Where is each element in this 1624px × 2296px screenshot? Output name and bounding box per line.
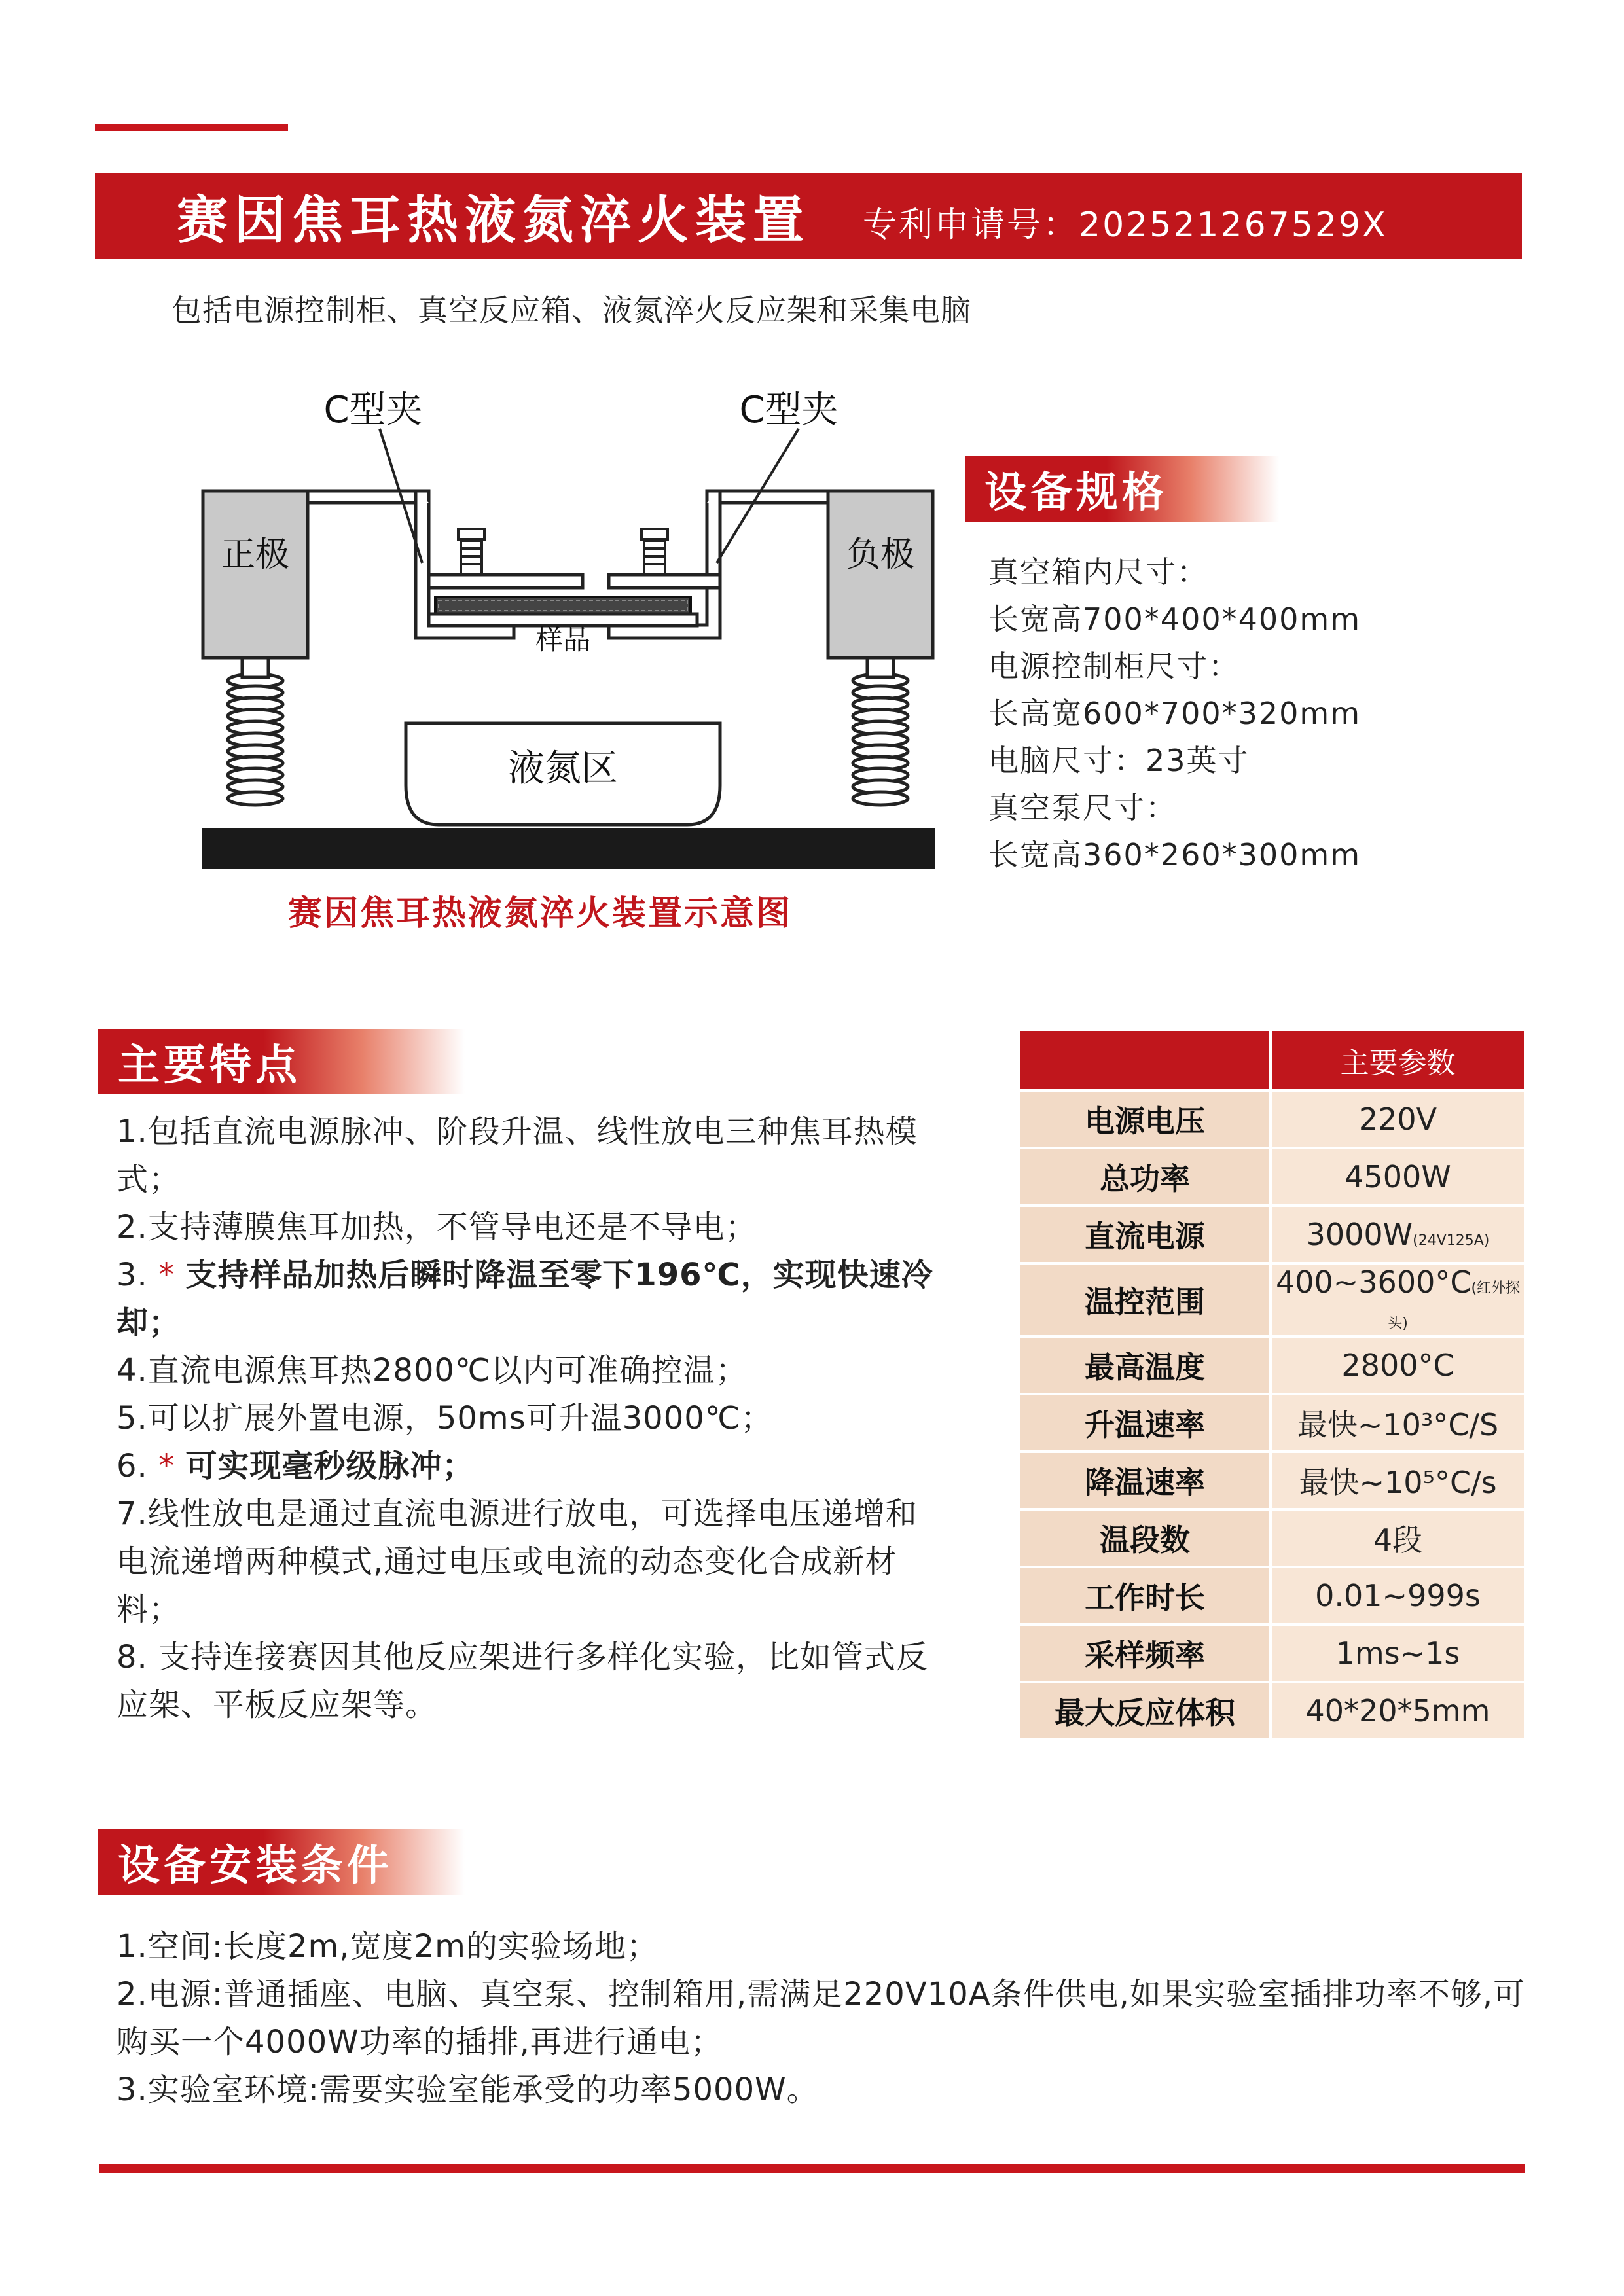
params-header-blank (1019, 1030, 1271, 1090)
subtitle: 包括电源控制柜、真空反应箱、液氮淬火反应架和采集电脑 (171, 293, 971, 328)
param-key: 采样频率 (1019, 1624, 1271, 1682)
param-value: 最快~10³°C/S (1271, 1394, 1525, 1452)
table-row (1019, 1624, 1525, 1682)
spec-line: 长高宽600*700*320mm (988, 696, 1362, 731)
table-row (1019, 1206, 1525, 1263)
spec-line: 长宽高700*400*400mm (988, 601, 1362, 637)
base-plate (202, 828, 935, 869)
feature-text: 2.支持薄膜焦耳加热，不管导电还是不导电； (117, 1209, 757, 1246)
specs-heading-text: 设备规格 (984, 469, 1168, 517)
diagram-caption: 赛因焦耳热液氮淬火装置示意图 (288, 894, 793, 933)
param-value: 220V (1271, 1090, 1525, 1148)
spec-line: 长宽高360*260*300mm (988, 837, 1362, 872)
specs-heading (965, 456, 1279, 522)
param-value: 40*20*5mm (1271, 1682, 1525, 1740)
feature-item-highlight (117, 1443, 948, 1490)
specs-list (988, 548, 1361, 878)
feature-item (117, 1395, 948, 1443)
param-key: 降温速率 (1019, 1452, 1271, 1509)
feature-text: 5.可以扩展外置电源，50ms可升温3000℃； (117, 1400, 773, 1437)
clamp-left-label: C型夹 (323, 389, 423, 431)
params-table (1018, 1029, 1526, 1741)
right-screw-icon (641, 529, 668, 575)
table-row (1019, 1263, 1525, 1336)
sample (435, 597, 691, 614)
page-title: 赛因焦耳热液氮淬火装置 (177, 191, 811, 250)
feature-item (117, 1108, 948, 1204)
table-row (1019, 1452, 1525, 1509)
param-key: 最高温度 (1019, 1336, 1271, 1394)
install-heading (98, 1829, 465, 1895)
spec-line: 电源控制柜尺寸： (988, 649, 1240, 684)
spec-line: 真空箱内尺寸： (988, 554, 1208, 590)
ln2-zone-label: 液氮区 (508, 747, 618, 790)
param-note: (红外探头) (1388, 1280, 1521, 1332)
param-key: 升温速率 (1019, 1394, 1271, 1452)
feature-text: 7.线性放电是通过直流电源进行放电，可选择电压递增和电流递增两种模式,通过电压或电流的动态变化合成新材料； (117, 1496, 918, 1628)
right-bracket (707, 491, 828, 503)
features-heading-text: 主要特点 (118, 1041, 301, 1090)
features-heading (98, 1029, 465, 1094)
param-key: 最大反应体积 (1019, 1682, 1271, 1740)
patent-number: 专利申请号：202521267529X (863, 205, 1388, 245)
feature-text: 可实现毫秒级脉冲； (185, 1448, 475, 1484)
param-value: 4500W (1271, 1148, 1525, 1206)
feature-text: 4.直流电源焦耳热2800℃以内可准确控温； (117, 1352, 748, 1389)
param-value: 3000W(24V125A) (1271, 1206, 1525, 1263)
param-key: 温控范围 (1019, 1263, 1271, 1336)
feature-text: 支持样品加热后瞬时降温至零下196℃，实现快速冷却； (117, 1257, 933, 1341)
params-header-row (1019, 1030, 1525, 1090)
params-header: 主要参数 (1271, 1030, 1525, 1090)
param-key: 温段数 (1019, 1509, 1271, 1567)
param-note: (24V125A) (1413, 1232, 1490, 1249)
feature-number: 3. (117, 1257, 159, 1293)
right-spring-icon (853, 674, 908, 805)
param-value: 1ms~1s (1271, 1624, 1525, 1682)
table-row (1019, 1148, 1525, 1206)
install-item: 1.空间:长度2m,宽度2m的实验场地； (117, 1928, 659, 1965)
param-key: 工作时长 (1019, 1567, 1271, 1624)
top-accent-rule (95, 124, 288, 131)
highlight-star: * (158, 1257, 186, 1293)
feature-text: 8. 支持连接赛因其他反应架进行多样化实验，比如管式反应架、平板反应架等。 (117, 1639, 929, 1723)
spec-line: 电脑尺寸：23英寸 (988, 743, 1250, 778)
left-bracket (308, 491, 429, 503)
param-key: 电源电压 (1019, 1090, 1271, 1148)
device-schematic (190, 367, 949, 877)
install-heading-text: 设备安装条件 (118, 1842, 393, 1890)
feature-number: 6. (117, 1448, 159, 1484)
highlight-star: * (158, 1448, 186, 1484)
left-spring-icon (228, 674, 283, 805)
install-list (117, 1923, 1557, 2114)
positive-label: 正极 (221, 535, 290, 575)
bottom-accent-rule (99, 2164, 1525, 2173)
feature-item-highlight (117, 1251, 948, 1347)
param-value: 0.01~999s (1271, 1567, 1525, 1624)
table-row (1019, 1090, 1525, 1148)
param-value: 400~3600°C(红外探头) (1271, 1263, 1525, 1336)
param-value: 最快~10⁵°C/s (1271, 1452, 1525, 1509)
right-clamp-plate (609, 575, 720, 588)
table-row (1019, 1682, 1525, 1740)
negative-label: 负极 (846, 535, 915, 575)
install-item: 3.实验室环境:需要实验室能承受的功率5000W。 (117, 2072, 819, 2108)
param-value: 2800°C (1271, 1336, 1525, 1394)
feature-text: 1.包括直流电源脉冲、阶段升温、线性放电三种焦耳热模式； (117, 1113, 918, 1198)
features-list (117, 1108, 948, 1729)
clamp-right-label: C型夹 (739, 389, 839, 431)
param-value: 4段 (1271, 1509, 1525, 1567)
left-screw-icon (458, 529, 484, 575)
left-clamp-plate (429, 575, 583, 588)
table-row (1019, 1394, 1525, 1452)
spec-line: 真空泵尺寸： (988, 790, 1177, 825)
install-item: 2.电源:普通插座、电脑、真空泵、控制箱用,需满足220V10A条件供电,如果实验室插排功率不够,可购买一个4000W功率的插排,再进行通电； (117, 1976, 1526, 2060)
table-row (1019, 1509, 1525, 1567)
feature-item (117, 1634, 948, 1729)
table-row (1019, 1336, 1525, 1394)
sample-label: 样品 (535, 624, 591, 656)
param-key: 直流电源 (1019, 1206, 1271, 1263)
title-bar (95, 173, 1522, 259)
feature-item (117, 1347, 948, 1395)
param-key: 总功率 (1019, 1148, 1271, 1206)
table-row (1019, 1567, 1525, 1624)
feature-item (117, 1204, 948, 1251)
feature-item (117, 1490, 948, 1634)
